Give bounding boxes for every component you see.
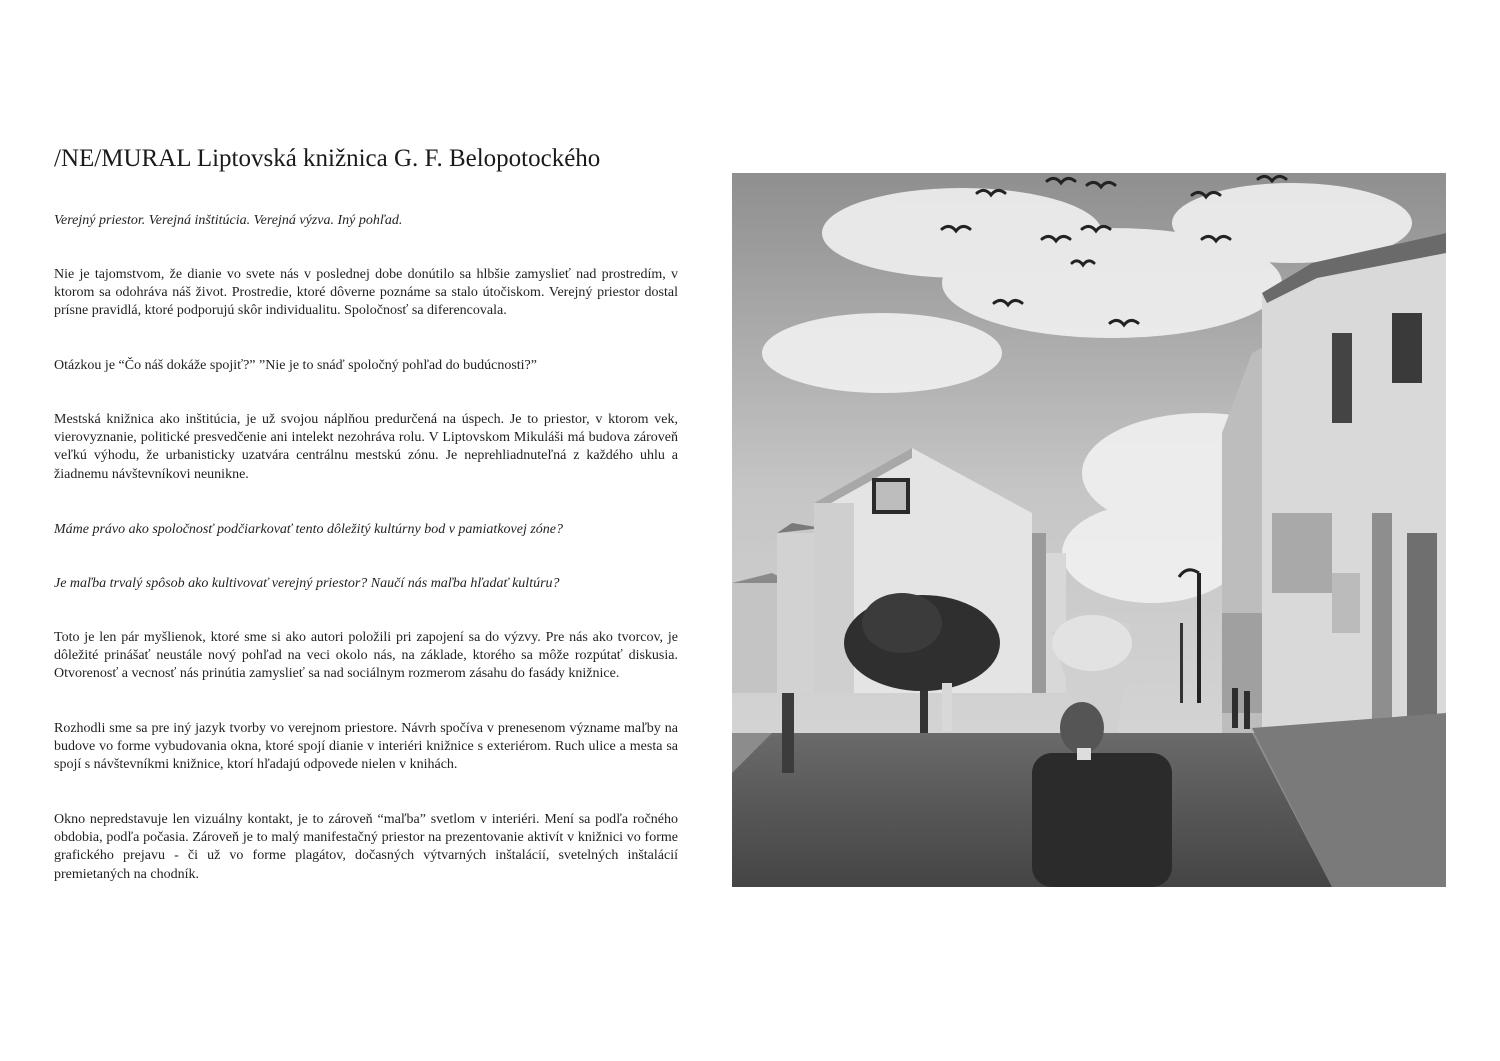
street-scene-photo xyxy=(732,173,1446,887)
question-2: Je maľba trvalý spôsob ako kultivovať verejný priestor? Naučí nás maľba hľadať kultúru? xyxy=(54,576,560,591)
paragraph-1: Nie je tajomstvom, že dianie vo svete nás v poslednej dobe donútilo sa hlbšie zamyslieť nad prostredím, v ktorom sa odohráva náš život. Prostredie, ktoré dôverne poznáme sa stalo útočiskom. Verejný priestor dostal prísne pravidlá, ktoré podporujú skôr individualitu. Spoločnosť sa diferencovala. xyxy=(54,267,678,319)
question-1: Máme právo ako spoločnosť podčiarkovať tento dôležitý kultúrny bod v pamiatkovej zóne? xyxy=(54,522,564,537)
paragraph-3: Mestská knižnica ako inštitúcia, je už svojou náplňou predurčená na úspech. Je to priestor, v ktorom vek, vierovyznanie, politické presvedčenie ani intelekt nezohráva rolu. V Liptovskom Mikuláši má budova zároveň veľkú výhodu, že urbanisticky uzatvára centrálnu mestskú zónu. Je neprehliadnuteľná z každého uhlu a žiadnemu návštevníkovi neunikne. xyxy=(54,412,678,482)
paragraph-2: Otázkou je “Čo náš dokáže spojiť?” ”Nie je to snáď spoločný pohľad do budúcnosti?” xyxy=(54,358,537,373)
subtitle: Verejný priestor. Verejná inštitúcia. Verejná výzva. Iný pohľad. xyxy=(54,213,403,228)
paragraph-4: Toto je len pár myšlienok, ktoré sme si ako autori položili pri zapojení sa do výzvy. Pre nás ako tvorcov, je dôležité prinášať neustále nový pohľad na veci okolo nás, na základe, ktorého sa môže rozpútať diskusia. Otvorenosť a vecnosť nás prinútia zamyslieť sa nad sociálnym rozmerom zásahu do fasády knižnice. xyxy=(54,630,678,682)
page-title: /NE/MURAL Liptovská knižnica G. F. Belopotockého xyxy=(54,145,601,172)
paragraph-6: Okno nepredstavuje len vizuálny kontakt, je to zároveň “maľba” svetlom v interiéri. Mení sa podľa ročného obdobia, podľa počasia. Zároveň je to malý manifestačný priestor na prezentovanie aktivít v knižnici vo forme grafického prejavu - či už vo forme plagátov, dočasných výtvarných inštalácií, svetelných inštalácií premietaných na chodník. xyxy=(54,812,678,882)
paragraph-5: Rozhodli sme sa pre iný jazyk tvorby vo verejnom priestore. Návrh spočíva v prenesenom význame maľby na budove vo forme vybudovania okna, ktoré spojí dianie v interiéri knižnice s exteriérom. Ruch ulice a mesta sa spojí s návštevníkmi knižnice, ktorí hľadajú odpovede nielen v knihách. xyxy=(54,721,678,773)
